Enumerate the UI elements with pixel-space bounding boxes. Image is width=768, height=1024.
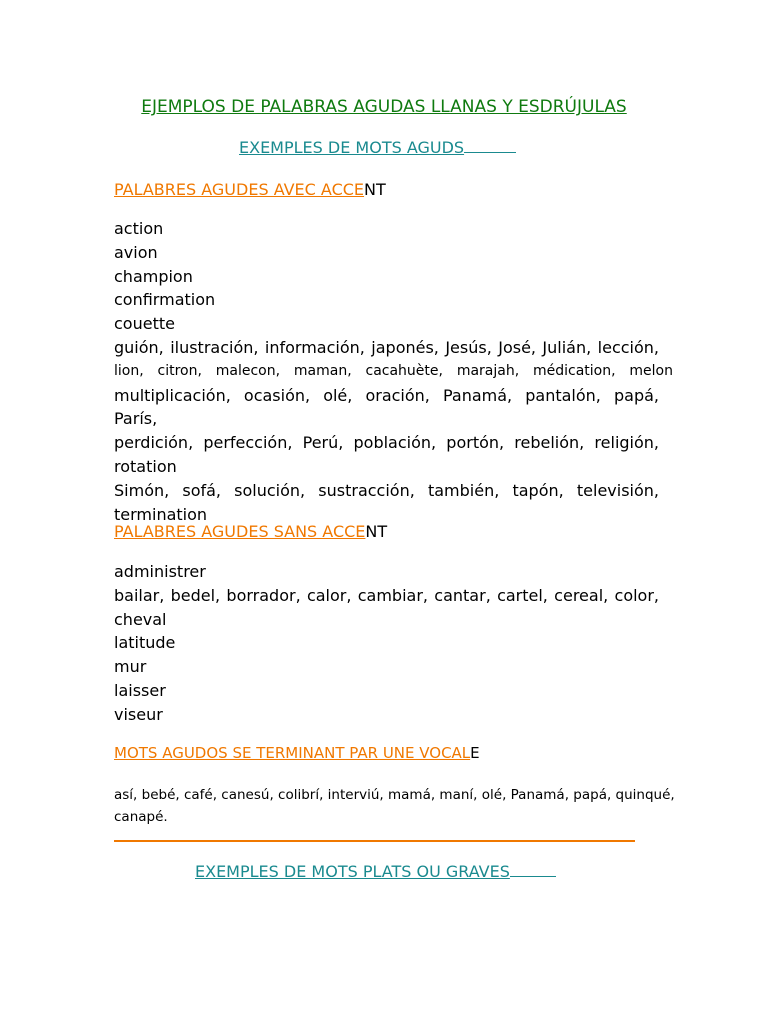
heading-without-accent bbox=[114, 522, 387, 542]
word-line: así, bebé, café, canesú, colibrí, interviú, mamá, maní, olé, Panamá, papá, quinqué, bbox=[114, 787, 675, 803]
heading-vowel-ending bbox=[114, 743, 480, 763]
word-line: avion bbox=[114, 242, 158, 262]
section-heading-plats bbox=[195, 862, 556, 882]
heading-vowel-ending-orange: MOTS AGUDOS SE TERMINANT PAR UNE VOCAL bbox=[114, 744, 471, 762]
word-line: latitude bbox=[114, 633, 176, 653]
word-line: lion, citron, malecon, maman, cacahuète, marajah, médication, melon bbox=[114, 362, 673, 379]
word-line: viseur bbox=[114, 704, 163, 724]
word-line: confirmation bbox=[114, 290, 216, 310]
word-line: mur bbox=[114, 657, 147, 677]
section-heading-plats-text: EXEMPLES DE MOTS PLATS OU GRAVES bbox=[195, 862, 510, 881]
section-heading-aguds-text: EXEMPLES DE MOTS AGUDS bbox=[239, 138, 465, 157]
word-line: rotation bbox=[114, 456, 177, 476]
underline-blank bbox=[464, 151, 516, 153]
word-list-with-accent bbox=[114, 217, 673, 526]
heading-with-accent bbox=[114, 180, 386, 200]
word-line: laisser bbox=[114, 680, 166, 700]
section-heading-aguds bbox=[239, 138, 516, 158]
word-line: Simón, sofá, solución, sustracción, también, tapón, televisión, bbox=[114, 480, 659, 500]
word-line: action bbox=[114, 219, 164, 238]
word-line: multiplicación, ocasión, olé, oración, Panamá, pantalón, papá, París, bbox=[114, 385, 659, 429]
underline-blank bbox=[510, 875, 556, 877]
document-title: EJEMPLOS DE PALABRAS AGUDAS LLANAS Y ESDRÚJULAS bbox=[141, 97, 627, 117]
section-divider bbox=[114, 840, 635, 842]
word-line: couette bbox=[114, 314, 175, 334]
word-line: administrer bbox=[114, 562, 206, 581]
word-line: guión, ilustración, información, japonés, Jesús, José, Julián, lección, bbox=[114, 337, 659, 357]
word-line: canapé. bbox=[114, 809, 168, 825]
word-list-vowel-ending bbox=[114, 784, 675, 828]
word-list-without-accent bbox=[114, 560, 659, 727]
word-line: cheval bbox=[114, 609, 167, 629]
heading-vowel-ending-black: E bbox=[470, 744, 480, 762]
heading-with-accent-black: NT bbox=[364, 180, 386, 199]
heading-with-accent-orange: PALABRES AGUDES AVEC ACCE bbox=[114, 180, 365, 199]
word-line: termination bbox=[114, 504, 208, 524]
word-line: bailar, bedel, borrador, calor, cambiar, cantar, cartel, cereal, color, bbox=[114, 585, 659, 605]
word-line: champion bbox=[114, 266, 193, 286]
heading-without-accent-orange: PALABRES AGUDES SANS ACCE bbox=[114, 522, 366, 541]
heading-without-accent-black: NT bbox=[365, 522, 388, 541]
word-line: perdición, perfección, Perú, población, portón, rebelión, religión, bbox=[114, 433, 659, 453]
